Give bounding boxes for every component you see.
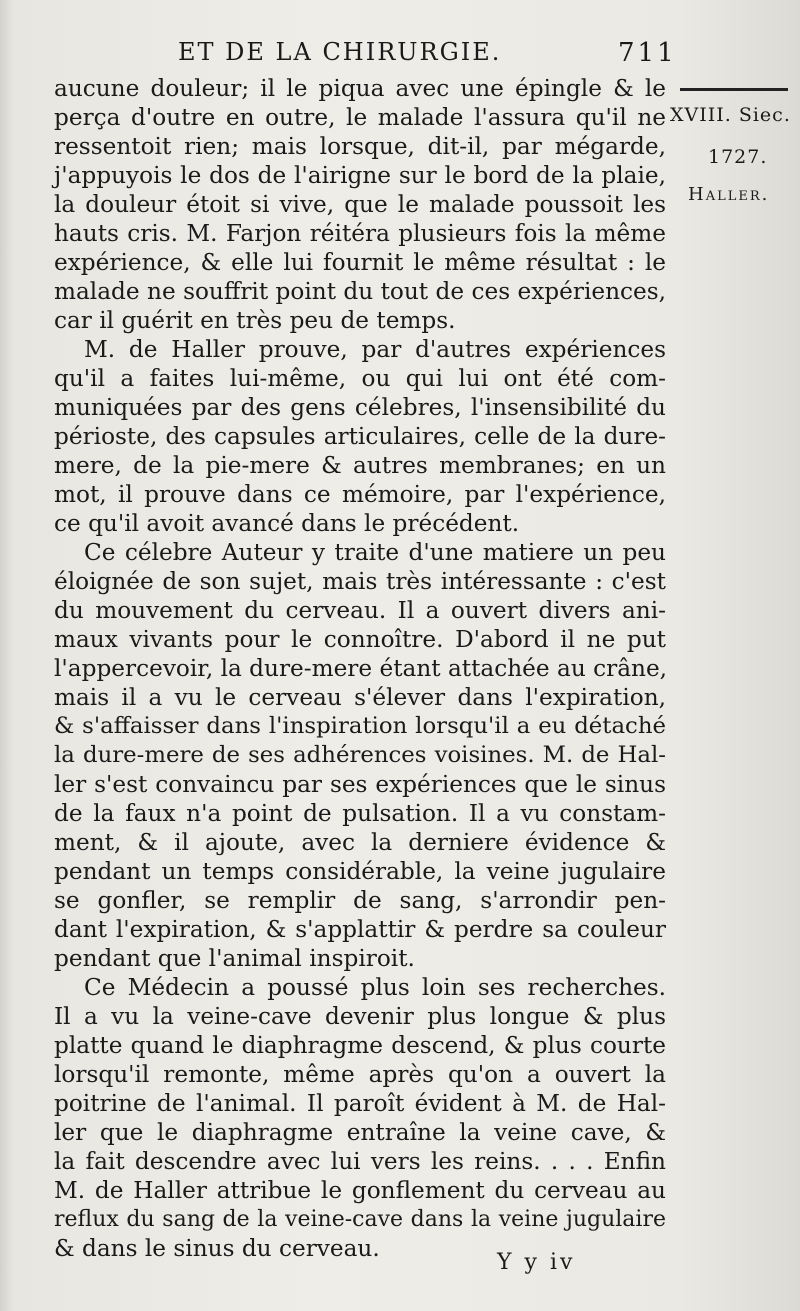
text-line: qu'il a faites lui-même, ou qui lui ont été com- [54,365,666,392]
text-line: ce qu'il avoit avancé dans le précédent. [54,510,520,537]
text-line: ment, & il ajoute, avec la derniere évidence & [54,829,666,856]
text-line: maux vivants pour le connoître. D'abord il ne put [54,626,666,653]
text-line: dant l'expiration, & s'applattir & perdre sa couleur [54,916,666,943]
text-line: & dans le sinus du cerveau. [54,1235,380,1262]
margin-author: Haller. [688,184,770,205]
body-text [54,74,666,1263]
text-line: mais il a vu le cerveau s'élever dans l'expiration, [54,684,666,711]
text-line: car il guérit en très peu de temps. [54,307,456,334]
running-title: ET DE LA CHIRURGIE. [178,38,502,66]
text-line: Ce Médecin a poussé plus loin ses recherches. [84,974,666,1001]
margin-year: 1727. [708,146,768,168]
text-line: éloignée de son sujet, mais très intéressante : c'est [54,568,666,595]
text-line: muniquées par des gens célebres, l'insensibilité du [54,394,666,421]
text-line: pendant un temps considérable, la veine jugulaire [54,858,666,885]
text-line: Ce célebre Auteur y traite d'une matiere un peu [84,539,666,566]
text-line: lorsqu'il remonte, même après qu'on a ouvert la [54,1061,666,1088]
text-line: mere, de la pie-mere & autres membranes; en un [54,452,666,479]
text-line: l'appercevoir, la dure-mere étant attachée au crâne, [54,655,668,682]
text-line: M. de Haller prouve, par d'autres expériences [84,336,666,363]
page-number: 711 [618,38,677,68]
text-line: la fait descendre avec lui vers les reins. . . . Enfin [54,1148,666,1175]
text-line: hauts cris. M. Farjon réitéra plusieurs fois la même [54,220,666,247]
text-line: pendant que l'animal inspiroit. [54,945,415,972]
text-line: & s'affaisser dans l'inspiration lorsqu'il a eu détaché [54,713,666,739]
text-line: M. de Haller attribue le gonflement du cerveau au [54,1177,666,1204]
text-line: ler s'est convaincu par ses expériences que le sinus [54,771,666,798]
text-line: platte quand le diaphragme descend, & plus courte [54,1032,666,1059]
text-line: ressentoit rien; mais lorsque, dit-il, par mégarde, [54,133,666,160]
running-head [178,38,678,72]
text-line: expérience, & elle lui fournit le même résultat : le [54,249,666,276]
text-line: reflux du sang de la veine-cave dans la veine jugulaire [54,1207,666,1232]
margin-rule [680,88,788,91]
text-line: se gonfler, se remplir de sang, s'arrondir pen- [54,887,666,914]
text-line: ler que le diaphragme entraîne la veine cave, & [54,1119,666,1146]
signature-mark: Y y iv [497,1250,576,1275]
text-line: périoste, des capsules articulaires, celle de la dure- [54,423,666,450]
text-line: perça d'outre en outre, le malade l'assura qu'il ne [54,104,666,131]
text-line: Il a vu la veine-cave devenir plus longue & plus [54,1003,666,1030]
text-line: la douleur étoit si vive, que le malade poussoit les [54,191,666,218]
text-line: de la faux n'a point de pulsation. Il a vu constam- [54,800,666,827]
text-line: malade ne souffrit point du tout de ces expériences, [54,278,666,305]
text-line: j'appuyois le dos de l'airigne sur le bord de la plaie, [54,162,666,189]
text-line: aucune douleur; il le piqua avec une épingle & le [54,75,666,102]
text-line: mot, il prouve dans ce mémoire, par l'expérience, [54,481,666,508]
text-line: la dure-mere de ses adhérences voisines. M. de Hal- [54,742,666,768]
text-line: du mouvement du cerveau. Il a ouvert divers ani- [54,597,666,624]
margin-century: XVIII. Siec. [670,104,791,126]
text-line: poitrine de l'animal. Il paroît évident à M. de Hal- [54,1090,666,1117]
